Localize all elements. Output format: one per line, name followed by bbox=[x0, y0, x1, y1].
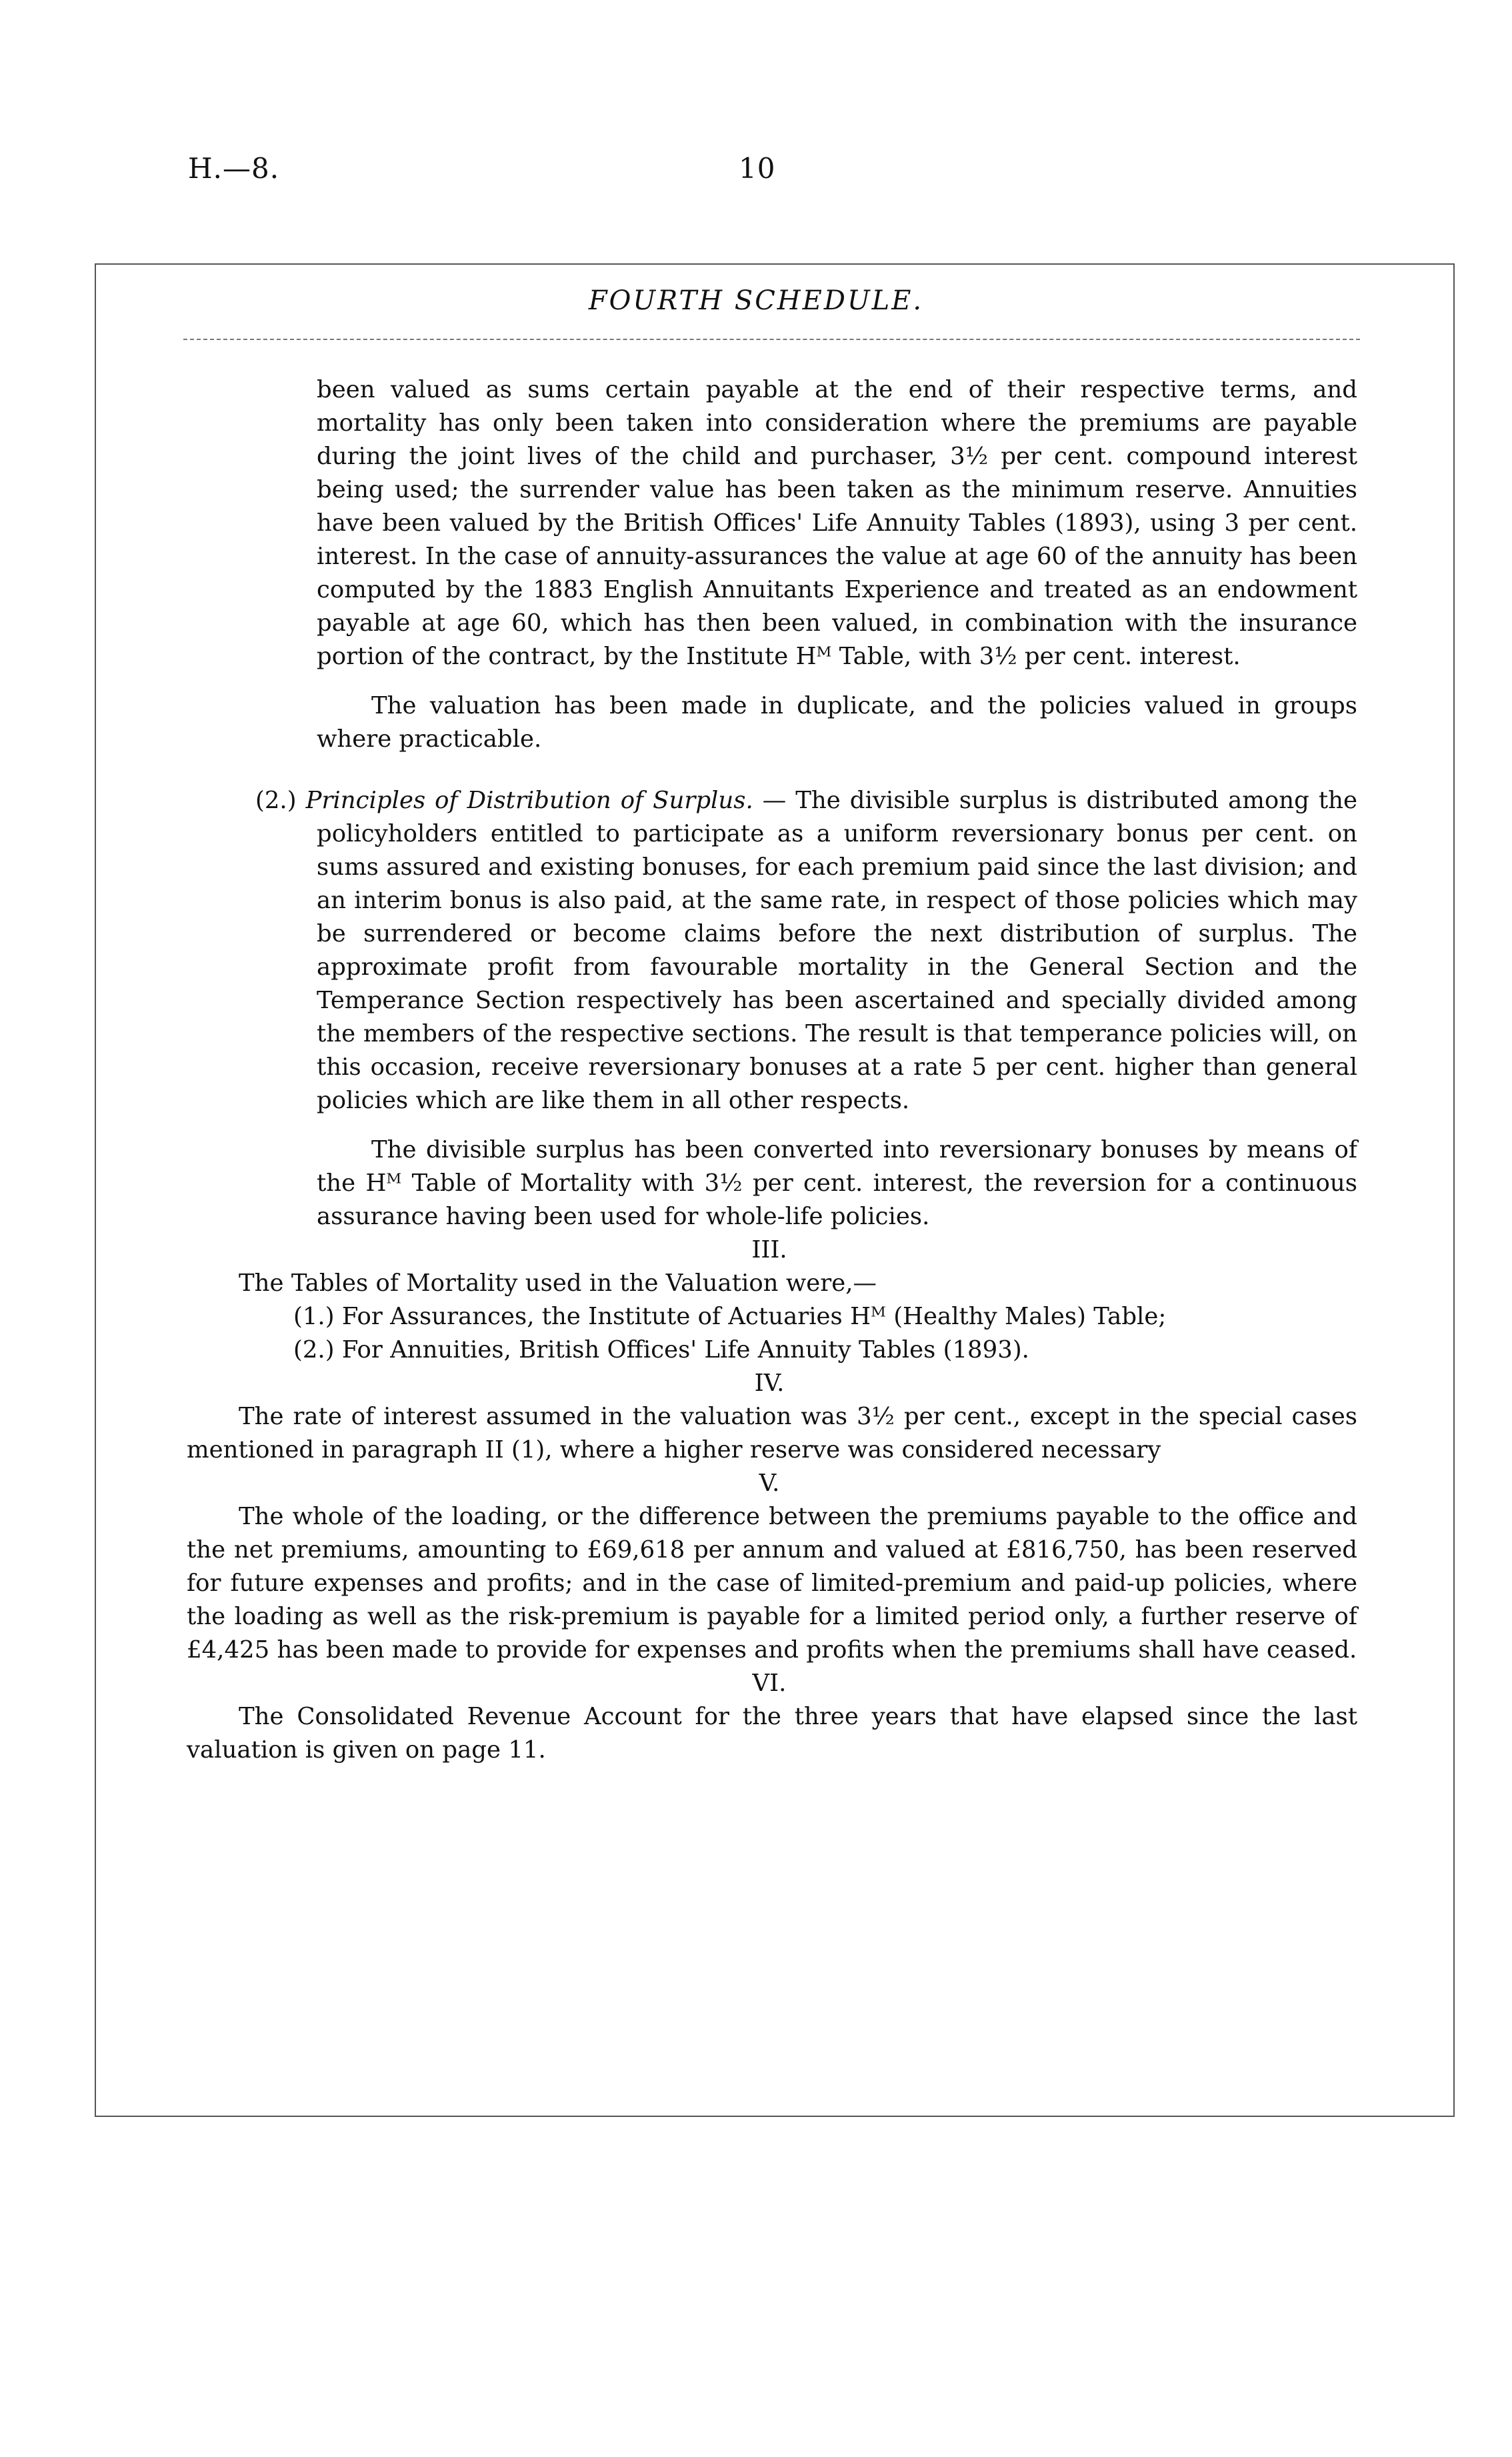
distribution-of-surplus-paragraph bbox=[255, 784, 1357, 1117]
section-numeral-iv: IV. bbox=[754, 1370, 785, 1397]
duplicate-valuation-paragraph: The valuation has been made in duplicate, and the policies valued in groups where practicable. bbox=[317, 692, 1357, 753]
interest-rate-paragraph: The rate of interest assumed in the valuation was 3½ per cent., except in the special cases mentioned in paragraph II (1), where a higher reserve was considered necessary bbox=[187, 1403, 1357, 1464]
section-numeral-v: V. bbox=[759, 1470, 780, 1497]
schedule-title: FOURTH SCHEDULE. bbox=[588, 285, 924, 316]
mortality-tables-lead: The Tables of Mortality used in the Valuation were,— bbox=[239, 1270, 877, 1297]
page-number: 10 bbox=[739, 152, 776, 185]
subsection-heading: Principles of Distribution of Surplus. bbox=[305, 787, 753, 814]
section-numeral-vi: VI. bbox=[752, 1670, 787, 1697]
mortality-table-item: (1.) For Assurances, the Institute of Actuaries Hᴹ (Healthy Males) Table; bbox=[293, 1303, 1167, 1330]
valuation-method-paragraph: been valued as sums certain payable at the end of their respective terms, and mortality has only been taken into consideration where the premiums are payable during the joint lives of the child and purchaser, 3½ per cent. compound interest being used; the surrender value has been taken as the minimum reserve. Annuities have been valued by the British Offices' Life Annuity Tables (1893), using 3 per cent. interest. In the case of annuity-assurances the value at age 60 of the annuity has been computed by the 1883 English Annuitants Experience and treated as an endowment payable at age 60, which has then been valued, in combination with the insurance portion of the contract, by the Institute Hᴹ Table, with 3½ per cent. interest. bbox=[317, 376, 1357, 670]
loading-reserve-paragraph: The whole of the loading, or the difference between the premiums payable to the office and the net premiums, amounting to £69,618 per annum and valued at £816,750, has been reserved for future expenses and profits; and in the case of limited-premium and paid-up policies, where the loading as well as the risk-premium is payable for a limited period only, a further reserve of £4,425 has been made to provide for expenses and profits when the premiums shall have ceased. bbox=[187, 1503, 1357, 1664]
document-body bbox=[0, 373, 1512, 1767]
bonus-conversion-paragraph: The divisible surplus has been converted into reversionary bonuses by means of the Hᴹ Table of Mortality with 3½ per cent. interest, the reversion for a continuous assurance having been used for whole-life policies. bbox=[317, 1136, 1357, 1230]
title-divider bbox=[183, 339, 1360, 340]
section-numeral-iii: III. bbox=[751, 1236, 787, 1264]
subsection-number: (2.) bbox=[255, 787, 297, 814]
subsection-body: — The divisible surplus is distributed among the policyholders entitled to participate as a uniform reversionary bonus per cent. on sums assured and existing bonuses, for each premium paid since the last division; and an interim bonus is also paid, at the same rate, in respect of those policies which may be surrendered or become claims before the next distribution of surplus. The approximate profit from favourable mortality in the General Section and the Temperance Section respectively has been ascertained and specially divided among the members of the respective sections. The result is that temperance policies will, on this occasion, receive reversionary bonuses at a rate 5 per cent. higher than general policies which are like them in all other respects. bbox=[317, 787, 1357, 1114]
mortality-table-item: (2.) For Annuities, British Offices' Life Annuity Tables (1893). bbox=[293, 1336, 1029, 1364]
document-reference: H.—8. bbox=[188, 152, 280, 185]
revenue-account-paragraph: The Consolidated Revenue Account for the three years that have elapsed since the last valuation is given on page 11. bbox=[187, 1703, 1357, 1764]
